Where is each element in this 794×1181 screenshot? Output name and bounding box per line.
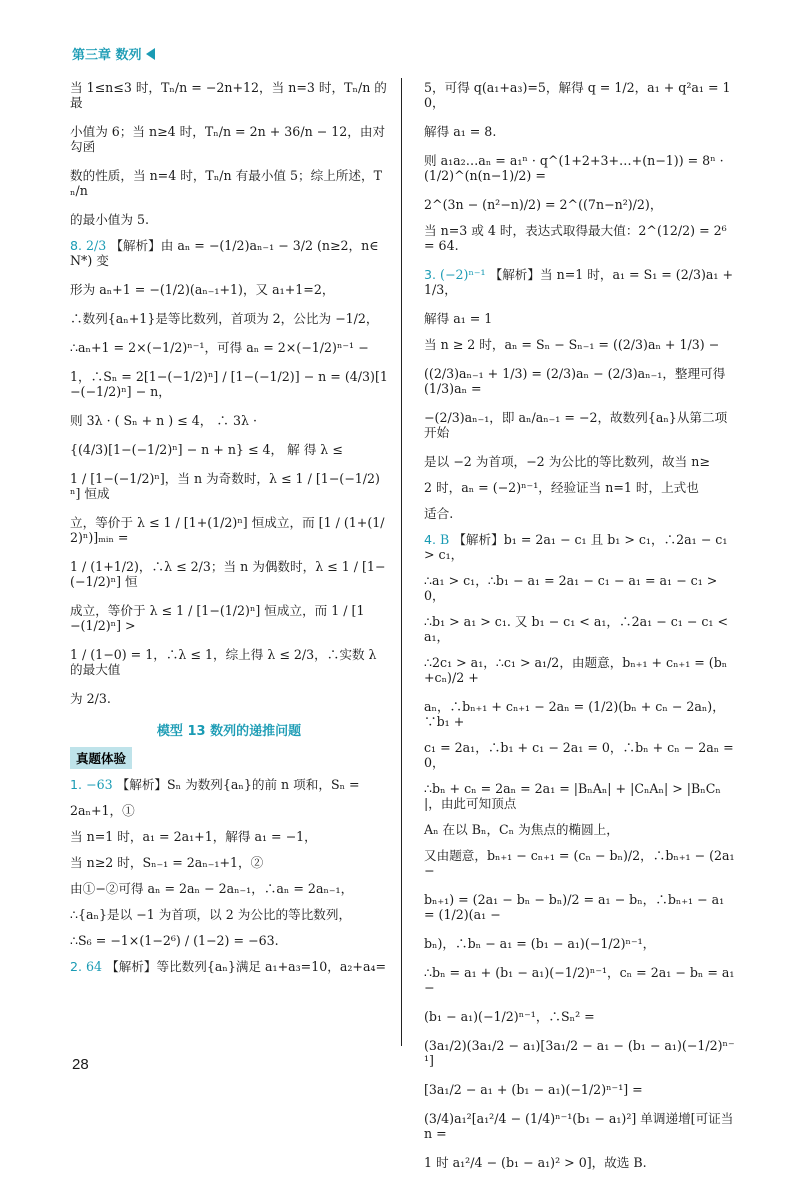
question-answer: −63	[86, 777, 113, 792]
text-line: 解得 a₁ = 8.	[424, 124, 497, 139]
text-line: ((2/3)aₙ₋₁ + 1/3) = (2/3)aₙ − (2/3)aₙ₋₁，整理可得 (1/3)aₙ =	[424, 366, 726, 396]
text-line: c₁ = 2a₁，∴b₁ + c₁ − 2a₁ = 0，∴bₙ + cₙ − 2aₙ = 0，	[424, 740, 734, 770]
text-line: 【解析】Sₙ 为数列{aₙ}的前 n 项和，Sₙ =	[116, 777, 360, 792]
text-line: 由①−②可得 aₙ = 2aₙ − 2aₙ₋₁，∴aₙ = 2aₙ₋₁，	[70, 881, 354, 896]
text-line: 又由题意，bₙ₊₁ − cₙ₊₁ = (cₙ − bₙ)/2，∴bₙ₊₁ − (2a₁ −	[424, 848, 735, 878]
text-line: 是以 −2 为首项，−2 为公比的等比数列，故当 n≥	[424, 454, 710, 469]
text-line: 1 / [1−(−1/2)ⁿ]，当 n 为奇数时，λ ≤ 1 / [1−(−1/2)ⁿ] 恒成	[70, 471, 380, 501]
question-1-line	[70, 777, 388, 792]
question-3-line	[424, 267, 736, 297]
question-answer: 64	[86, 959, 103, 974]
question-2-line	[70, 959, 388, 974]
question-8-line	[70, 238, 388, 268]
text-line: 【解析】b₁ = 2a₁ − c₁ 且 b₁ > c₁，∴2a₁ − c₁ > c₁，	[424, 532, 728, 562]
text-line: ∴S₆ = −1×(1−2⁶) / (1−2) = −63.	[70, 933, 279, 948]
text-line: 则 a₁a₂…aₙ = a₁ⁿ · q^(1+2+3+…+(n−1)) = 8ⁿ · (1/2)^(n(n−1)/2) =	[424, 153, 724, 183]
text-line: 【解析】由 aₙ = −(1/2)aₙ₋₁ − 3/2 (n≥2，n∈N*) 变	[70, 238, 379, 268]
question-answer: 2/3	[86, 238, 107, 253]
chapter-title: 第三章 数列	[72, 48, 142, 63]
text-line: 则 3λ · ( Sₙ + n ) ≤ 4， ∴ 3λ ·	[70, 413, 257, 428]
text-line: 为 2/3.	[70, 691, 111, 706]
question-number: 4.	[424, 532, 437, 547]
text-line: 成立，等价于 λ ≤ 1 / [1−(1/2)ⁿ] 恒成立，而 1 / [1−(1/2)ⁿ] >	[70, 603, 365, 633]
text-line: 2^(3n − (n²−n)/2) = 2^((7n−n²)/2)，	[424, 197, 663, 212]
text-line: ∴bₙ + cₙ = 2aₙ = 2a₁ = |BₙAₙ| + |CₙAₙ| > |BₙCₙ|，由此可知顶点	[424, 781, 721, 811]
text-line: 5，可得 q(a₁+a₃)=5，解得 q = 1/2，a₁ + q²a₁ = 10，	[424, 80, 731, 110]
left-column	[70, 80, 388, 985]
text-line: ∴b₁ > a₁ > c₁. 又 b₁ − c₁ < a₁，∴2a₁ − c₁ − c₁ < a₁，	[424, 614, 729, 644]
text-line: 2 时，aₙ = (−2)ⁿ⁻¹，经验证当 n=1 时，上式也	[424, 480, 699, 495]
text-line: {(4/3)[1−(−1/2)ⁿ] − n + n} ≤ 4， 解 得 λ ≤	[70, 442, 343, 457]
text-line: 当 n ≥ 2 时，aₙ = Sₙ − Sₙ₋₁ = ((2/3)aₙ + 1/3) −	[424, 337, 720, 352]
text-line: 2aₙ+1，①	[70, 803, 135, 818]
question-number: 2.	[70, 959, 83, 974]
text-line: 数的性质，当 n=4 时，Tₙ/n 有最小值 5；综上所述，Tₙ/n	[70, 168, 382, 198]
question-number: 3.	[424, 267, 437, 282]
text-line: bₙ)，∴bₙ − a₁ = (b₁ − a₁)(−1/2)ⁿ⁻¹，	[424, 936, 656, 951]
text-line: 的最小值为 5.	[70, 212, 149, 227]
text-line: [3a₁/2 − a₁ + (b₁ − a₁)(−1/2)ⁿ⁻¹] =	[424, 1082, 643, 1097]
text-line: 当 n=1 时，a₁ = 2a₁+1，解得 a₁ = −1，	[70, 829, 317, 844]
text-line: bₙ₊₁) = (2a₁ − bₙ − bₙ)/2 = a₁ − bₙ，∴bₙ₊₁ − a₁ = (1/2)(a₁ −	[424, 892, 725, 922]
text-line: 【解析】等比数列{aₙ}满足 a₁+a₃=10，a₂+a₄=	[106, 959, 387, 974]
text-line: (3/4)a₁²[a₁²/4 − (1/4)ⁿ⁻¹(b₁ − a₁)²] 单调递增[可证当 n =	[424, 1111, 734, 1141]
text-line: 【解析】当 n=1 时，a₁ = S₁ = (2/3)a₁ + 1/3，	[424, 267, 734, 297]
text-line: ∴a₁ > c₁，∴b₁ − a₁ = 2a₁ − c₁ − a₁ = a₁ − c₁ > 0，	[424, 573, 718, 603]
question-answer: B	[440, 532, 450, 547]
question-number: 8.	[70, 238, 83, 253]
text-line: 1，∴Sₙ = 2[1−(−1/2)ⁿ] / [1−(−1/2)] − n = (4/3)[1−(−1/2)ⁿ] − n，	[70, 369, 388, 399]
text-line: 当 n≥2 时，Sₙ₋₁ = 2aₙ₋₁+1，②	[70, 855, 264, 870]
text-line: 适合.	[424, 506, 454, 521]
column-divider	[401, 78, 402, 1046]
text-line: (b₁ − a₁)(−1/2)ⁿ⁻¹，∴Sₙ² =	[424, 1009, 595, 1024]
text-line: ∴aₙ+1 = 2×(−1/2)ⁿ⁻¹，可得 aₙ = 2×(−1/2)ⁿ⁻¹ −	[70, 340, 369, 355]
page-number: 28	[72, 1056, 89, 1073]
text-line: −(2/3)aₙ₋₁，即 aₙ/aₙ₋₁ = −2，故数列{aₙ}从第二项开始	[424, 410, 728, 440]
text-line: Aₙ 在以 Bₙ，Cₙ 为焦点的椭圆上，	[424, 822, 619, 837]
text-line: ∴2c₁ > a₁，∴c₁ > a₁/2，由题意，bₙ₊₁ + cₙ₊₁ = (bₙ+cₙ)/2 +	[424, 655, 728, 685]
text-line: 1 / (1+1/2)，∴λ ≤ 2/3；当 n 为偶数时，λ ≤ 1 / [1−(−1/2)ⁿ] 恒	[70, 559, 386, 589]
text-line: ∴{aₙ}是以 −1 为首项，以 2 为公比的等比数列，	[70, 907, 352, 922]
text-line: ∴数列{aₙ+1}是等比数列，首项为 2，公比为 −1/2，	[70, 311, 379, 326]
text-line: 立，等价于 λ ≤ 1 / [1+(1/2)ⁿ] 恒成立，而 [1 / (1+(1/2)ⁿ)]ₘᵢₙ =	[70, 515, 385, 545]
chapter-header	[72, 44, 155, 63]
text-line: ∴bₙ = a₁ + (b₁ − a₁)(−1/2)ⁿ⁻¹，cₙ = 2a₁ − bₙ = a₁ −	[424, 965, 735, 995]
text-line: 形为 aₙ+1 = −(1/2)(aₙ₋₁+1)，又 a₁+1=2，	[70, 282, 335, 297]
question-number: 1.	[70, 777, 83, 792]
text-line: aₙ，∴bₙ₊₁ + cₙ₊₁ − 2aₙ = (1/2)(bₙ + cₙ − 2aₙ)，∵b₁ +	[424, 699, 725, 729]
text-line: 小值为 6；当 n≥4 时，Tₙ/n = 2n + 36/n − 12，由对勾函	[70, 124, 386, 154]
text-line: 1 时 a₁²/4 − (b₁ − a₁)² > 0]，故选 B.	[424, 1155, 647, 1170]
triangle-left-icon	[146, 48, 155, 60]
section-badge: 真题体验	[70, 747, 132, 769]
text-line: 当 1≤n≤3 时，Tₙ/n = −2n+12，当 n=3 时，Tₙ/n 的最	[70, 80, 387, 110]
text-line: 1 / (1−0) = 1，∴λ ≤ 1，综上得 λ ≤ 2/3，∴实数 λ 的最大值	[70, 647, 377, 677]
text-line: 当 n=3 或 4 时，表达式取得最大值：2^(12/2) = 2⁶ = 64.	[424, 223, 727, 253]
question-4-line	[424, 532, 736, 562]
text-line: (3a₁/2)(3a₁/2 − a₁)[3a₁/2 − a₁ − (b₁ − a₁)(−1/2)ⁿ⁻¹]	[424, 1038, 735, 1068]
text-line: 解得 a₁ = 1	[424, 311, 493, 326]
question-answer: (−2)ⁿ⁻¹	[440, 267, 486, 282]
section-title: 模型 13 数列的递推问题	[156, 724, 302, 739]
right-column	[424, 80, 736, 1181]
